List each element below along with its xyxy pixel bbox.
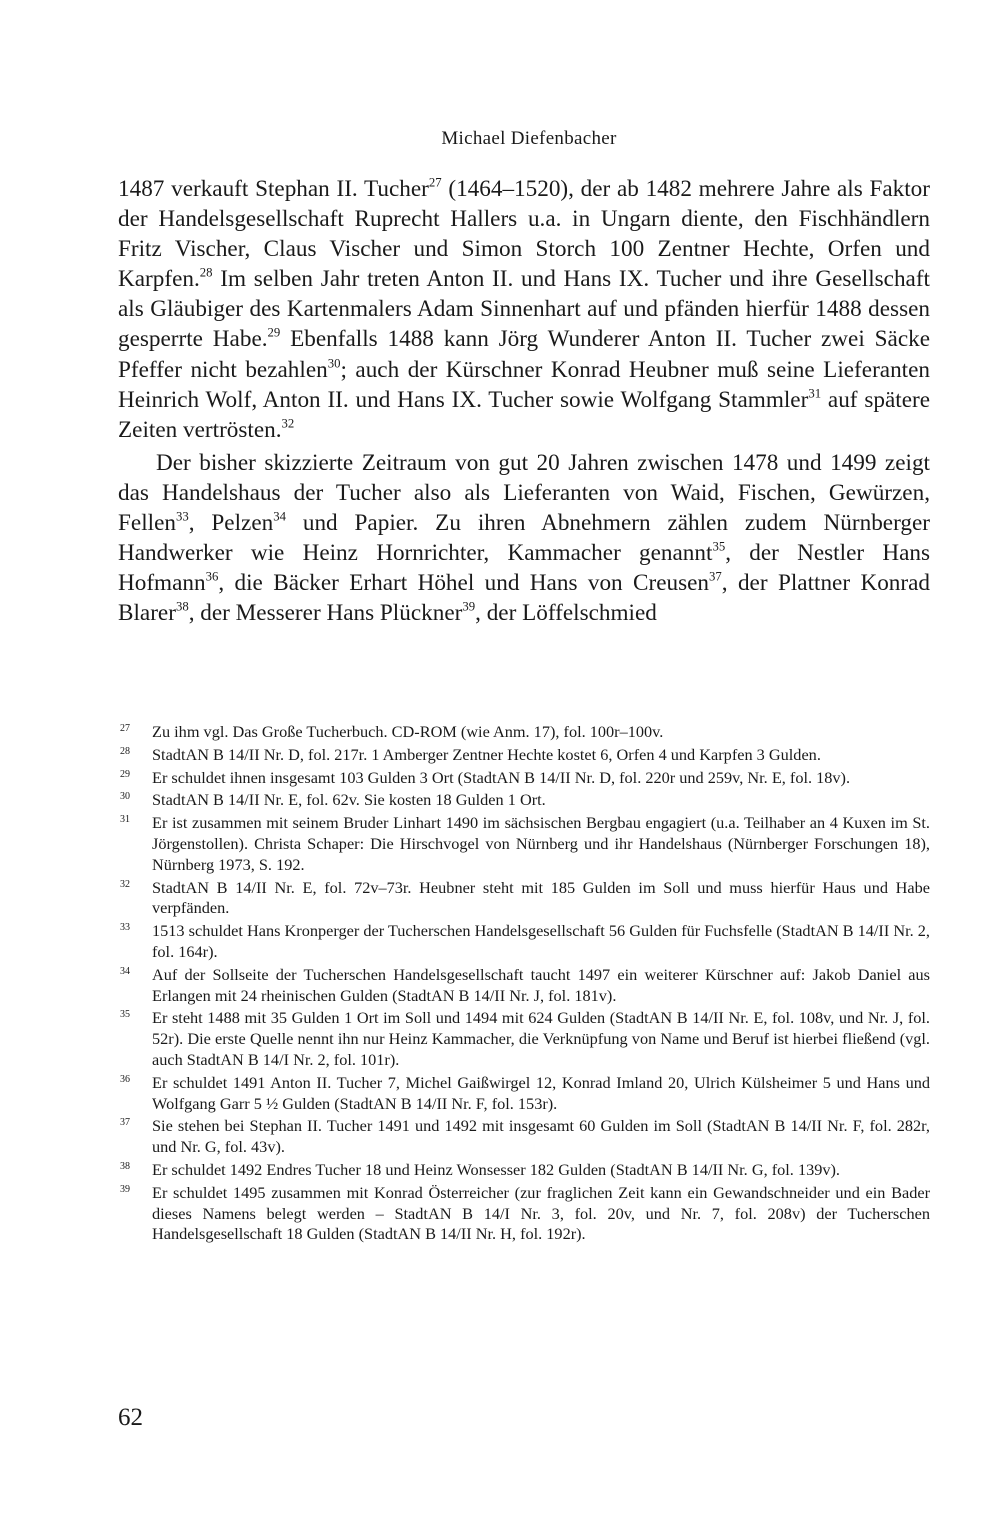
footnote (118, 790, 930, 811)
footnote-ref[interactable]: 39 (462, 599, 476, 614)
footnote-number: 35 (120, 1009, 130, 1021)
footnote-text: Er ist zusammen mit seinem Bruder Linhart 1490 im sächsischen Bergbau engagiert (u.a. Teilhaber an 4 Kuxen im St. Jörgenstollen). Christa Schaper: Die Hirschvogel von Nürnberg und ihr Handelshaus (Nürnberger Forschungen 18), Nürnberg 1973, S. 192. (152, 813, 930, 874)
footnote-text: Er schuldet 1491 Anton II. Tucher 7, Michel Gaißwirgel 12, Konrad Imland 20, Ulrich Külsheimer 5 und Hans und Wolfgang Garr 5 ½ Gulden (StadtAN B 14/II Nr. F, fol. 153r). (152, 1072, 930, 1113)
footnote (118, 878, 930, 920)
footnote-text: Auf der Sollseite der Tucherschen Handelsgesellschaft taucht 1497 ein weiterer Kürschner auf: Jakob Daniel aus Erlangen mit 24 rheinischen Gulden (StadtAN B 14/II Nr. J, fol. 181v). (152, 964, 930, 1005)
footnote-text: StadtAN B 14/II Nr. D, fol. 217r. 1 Amberger Zentner Hechte kostet 6, Orfen 4 und Karpfen 3 Gulden. (152, 744, 821, 764)
footnote (118, 1183, 930, 1245)
footnote (118, 722, 930, 743)
footnote-ref[interactable]: 28 (199, 265, 213, 280)
footnote-ref[interactable]: 32 (281, 416, 295, 431)
footnote-text: StadtAN B 14/II Nr. E, fol. 62v. Sie kosten 18 Gulden 1 Ort. (152, 790, 546, 810)
footnote-number: 39 (120, 1183, 130, 1195)
page-number: 62 (118, 1404, 143, 1431)
footnote (118, 745, 930, 766)
running-head: Michael Diefenbacher (441, 128, 617, 149)
footnote-number: 27 (120, 723, 130, 734)
footnote-ref[interactable]: 33 (175, 509, 189, 524)
footnote-text: Zu ihm vgl. Das Große Tucherbuch. CD-ROM (wie Anm. 17), fol. 100r–100v. (152, 722, 664, 741)
footnote-ref[interactable]: 31 (808, 386, 822, 401)
footnote-text: StadtAN B 14/II Nr. E, fol. 72v–73r. Heubner steht mit 185 Gulden im Soll und muss hierfür Haus und Habe verpfänden. (152, 877, 930, 918)
footnote (118, 1073, 930, 1115)
footnote-ref[interactable]: 34 (273, 509, 286, 524)
footnote (118, 768, 930, 789)
footnote-ref[interactable]: 38 (175, 599, 189, 614)
footnote (118, 921, 930, 963)
footnote-number: 29 (120, 768, 130, 780)
footnotes (118, 722, 930, 1247)
paragraph-1: 1487 verkauft Stephan II. Tucher$^{27}$ (1464–1520), der ab 1482 mehrere Jahre als Faktor der Handelsgesellschaft Ruprecht Hallers u.a. in Ungarn diente, den Fischhändlern Fritz Vischer, Claus Vischer und Simon Storch 100 Zentner Hechte, Orfen und Karpfen.$^{28}$ Im selben Jahr treten Anton II. und Hans IX. Tucher und ihre Gesellschaft als Gläubiger des Kartenmalers Adam Sinnenhart auf und pfänden hierfür 1488 dessen gesperrte Habe.$^{29}$ Ebenfalls 1488 kann Jörg Wunderer Anton II. Tucher zwei Säcke Pfeffer nicht bezahlen$^{30}$; auch der Kürschner Konrad Heubner muß seine Lieferanten Heinrich Wolf, Anton II. und Hans IX. Tucher sowie Wolfgang Stammler$^{31}$ auf spätere Zeiten vertrösten.$^{32}$ (118, 175, 931, 443)
footnote-number: 32 (120, 878, 130, 890)
footnote-ref[interactable]: 27 (428, 175, 442, 190)
footnote (118, 1116, 930, 1158)
footnote-number: 37 (120, 1117, 130, 1129)
footnote-number: 38 (120, 1160, 130, 1172)
footnote-text: 1513 schuldet Hans Kronperger der Tucherschen Handelsgesellschaft 56 Gulden für Fuchsfelle (StadtAN B 14/II Nr. 2, fol. 164r). (152, 921, 930, 961)
footnote-number: 36 (120, 1073, 130, 1085)
footnote-text: Er steht 1488 mit 35 Gulden 1 Ort im Soll und 1494 mit 624 Gulden (StadtAN B 14/II Nr. E, fol. 108v, und Nr. J, fol. 52r). Die erste Quelle nennt ihn nur Heinz Kammacher, die Verknüpfung von Name und Beruf ist hierbei fließend (vgl. auch StadtAN B 14/I Nr. 2, fol. 101r). (152, 1008, 930, 1069)
footnote-number: 30 (120, 791, 130, 803)
footnote-ref[interactable]: 29 (267, 325, 281, 340)
footnote (118, 965, 930, 1007)
footnote-number: 34 (120, 965, 130, 977)
footnote-ref[interactable]: 37 (709, 569, 722, 584)
footnote-number: 28 (120, 745, 130, 757)
footnote-text: Er schuldet 1495 zusammen mit Konrad Österreicher (zur fraglichen Zeit kann ein Gewandschneider und ein Bader dieses Namens belegt werden – StadtAN B 14/I Nr. 3, fol. 20v, und Nr. 7, fol. 208v) der Tucherschen Handelsgesellschaft 18 Gulden (StadtAN B 14/II Nr. H, fol. 192r). (152, 1182, 930, 1244)
footnote (118, 813, 930, 875)
footnote-text: Er schuldet 1492 Endres Tucher 18 und Heinz Wonsesser 182 Gulden (StadtAN B 14/II Nr. G, fol. 139v). (152, 1159, 840, 1179)
paragraph-2: Der bisher skizzierte Zeitraum von gut 20 Jahren zwischen 1478 und 1499 zeigt das Handelshaus der Tucher also als Lieferanten von Waid, Fischen, Gewürzen, Fellen$^{33}$, Pelzen$^{34}$ und Papier. Zu ihren Abnehmern zählen zudem Nürnberger Handwerker wie Heinz Hornrichter, Kammacher genannt$^{35}$, der Nestler Hans Hofmann$^{36}$, die Bäcker Erhart Höhel und Hans von Creusen$^{37}$, der Plattner Konrad Blarer$^{38}$, der Messerer Hans Plückner$^{39}$, der Löffelschmied (118, 449, 930, 627)
footnote-number: 31 (120, 814, 130, 826)
footnote-number: 33 (120, 922, 130, 934)
footnote-text: Sie stehen bei Stephan II. Tucher 1491 und 1492 mit insgesamt 60 Gulden im Soll (StadtAN B 14/II Nr. F, fol. 282r, und Nr. G, fol. 43v). (152, 1116, 930, 1157)
footnote-ref[interactable]: 30 (327, 356, 341, 370)
footnote-ref[interactable]: 35 (712, 539, 726, 554)
footnote (118, 1160, 930, 1181)
footnote (118, 1008, 930, 1070)
footnote-text: Er schuldet ihnen insgesamt 103 Gulden 3 Ort (StadtAN B 14/II Nr. D, fol. 220r und 259v, Nr. E, fol. 18v). (152, 767, 851, 787)
footnote-ref[interactable]: 36 (205, 569, 219, 584)
main-text (118, 174, 930, 628)
